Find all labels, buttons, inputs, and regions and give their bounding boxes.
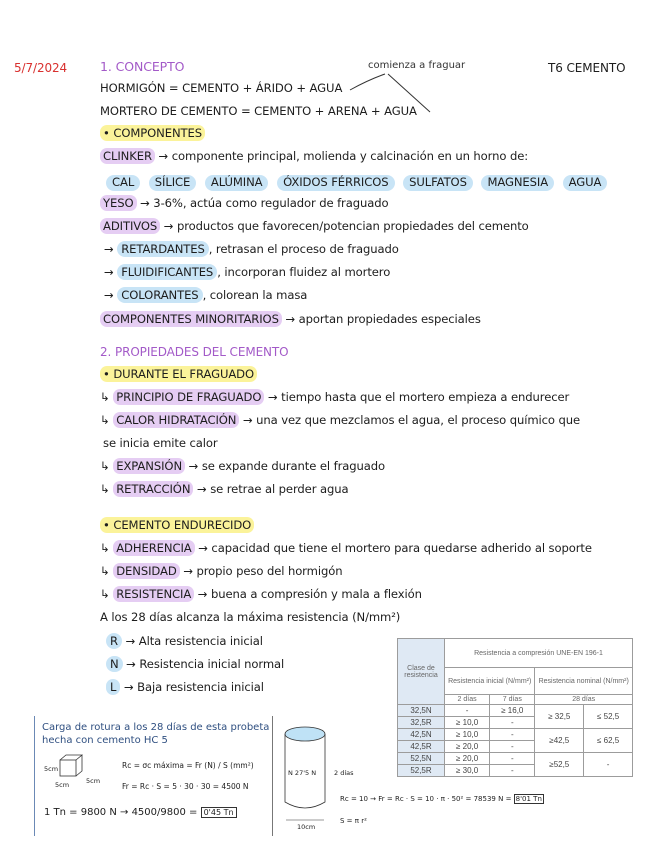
calor-line-2: se inicia emite calor <box>103 436 218 450</box>
colorantes-line: → COLORANTES , colorean la masa <box>104 288 308 302</box>
dim-a: 5cm <box>44 765 59 773</box>
arrow-icon: → <box>104 242 114 256</box>
return-arrow-icon: ↳ <box>100 587 110 601</box>
dim-c: 5cm <box>86 777 101 785</box>
fr-formula: Fr = Rc · S = 5 · 30 · 30 = 4500 N <box>122 782 249 791</box>
col-nominal: Resistencia nominal (N/mm²) <box>535 668 633 695</box>
durante-heading: • DURANTE EL FRAGUADO <box>100 369 257 381</box>
problem-text-1: Carga de rotura a los 28 días de esta probeta <box>42 722 270 733</box>
col-initial: Resistencia inicial (N/mm²) <box>445 668 535 695</box>
retraccion-line: ↳ RETRACCIÓN → se retrae al perder agua <box>100 482 349 496</box>
adherencia-line: ↳ ADHERENCIA → capacidad que tiene el mortero para quedarse adherido al soporte <box>100 541 592 555</box>
return-arrow-icon: ↳ <box>100 564 110 578</box>
return-arrow-icon: ↳ <box>100 459 110 473</box>
table-row: 42,5N ≥ 10,0 - ≥42,5 ≤ 62,5 <box>398 729 633 741</box>
table-row: 52,5N ≥ 20,0 - ≥52,5 - <box>398 753 633 765</box>
section-heading-concept: 1. CONCEPTO <box>100 59 185 74</box>
section-heading-properties: 2. PROPIEDADES DEL CEMENTO <box>100 345 289 359</box>
table-row: 42,5R ≥ 20,0 - <box>398 741 633 753</box>
dias28-line: A los 28 días alcanza la máxima resistencia (N/mm²) <box>100 610 401 624</box>
topic-title: T6 CEMENTO <box>548 61 626 75</box>
cylinder-days: 2 días <box>334 769 354 777</box>
return-arrow-icon: ↳ <box>100 482 110 496</box>
calor-line: ↳ CALOR HIDRATACIÓN → una vez que mezclamos el agua, el proceso químico que <box>100 413 581 427</box>
aditivos-line: ADITIVOS → productos que favorecen/potencian propiedades del cemento <box>100 221 529 233</box>
densidad-line: ↳ DENSIDAD → propio peso del hormigón <box>100 564 343 578</box>
dim-b: 5cm <box>55 781 70 789</box>
principio-line: ↳ PRINCIPIO DE FRAGUADO → tiempo hasta que el mortero empieza a endurecer <box>100 390 570 404</box>
arrow-icon: → <box>104 265 114 279</box>
retardantes-line: → RETARDANTES , retrasan el proceso de fraguado <box>104 242 399 256</box>
pill-silice: SÍLICE <box>149 175 196 191</box>
col-comp: Resistencia a compresión UNE-EN 196-1 <box>445 639 633 668</box>
col-2d: 2 días <box>445 695 490 705</box>
cylinder-label: N 27'5 N <box>288 769 317 777</box>
annotation-fraguar: comienza a fraguar <box>368 60 466 71</box>
cylinder-rc: Rc = 10 → Fr = Rc · S = 10 · π · 50² = 78539 N = 8'01 Tn <box>340 795 542 803</box>
pill-oxidos: ÓXIDOS FÉRRICOS <box>277 175 394 191</box>
concept-line-hormigon: HORMIGÓN = CEMENTO + ÁRIDO + AGUA <box>100 81 343 95</box>
pill-agua: AGUA <box>563 175 608 191</box>
col-7d: 7 días <box>490 695 535 705</box>
table-row: 32,5N - ≥ 16,0 ≥ 32,5 ≤ 52,5 <box>398 705 633 717</box>
l-line: L → Baja resistencia inicial <box>106 682 264 694</box>
fluidificantes-line: → FLUIDIFICANTES , incorporan fluidez al mortero <box>104 265 391 279</box>
date: 5/7/2024 <box>14 61 68 75</box>
return-arrow-icon: ↳ <box>100 541 110 555</box>
components-heading: • COMPONENTES <box>100 128 205 140</box>
tn-result: 0'45 Tn <box>201 807 237 818</box>
r-line: R → Alta resistencia inicial <box>106 636 263 648</box>
clinker-line <box>100 151 528 163</box>
expansion-line: ↳ EXPANSIÓN → se expande durante el fraguado <box>100 459 386 473</box>
problem-bracket <box>34 716 35 836</box>
col-class: Clase de resistencia <box>398 639 445 705</box>
cylinder-width: 10cm <box>297 823 316 831</box>
resistance-table <box>397 638 633 777</box>
endurecido-heading: • CEMENTO ENDURECIDO <box>100 520 254 532</box>
return-arrow-icon: ↳ <box>100 390 110 404</box>
minoritarios-line: COMPONENTES MINORITARIOS → aportan propiedades especiales <box>100 314 481 326</box>
table-row: 52,5R ≥ 30,0 - <box>398 765 633 777</box>
n-line: N → Resistencia inicial normal <box>106 659 284 671</box>
clinker-term: CLINKER <box>100 148 155 164</box>
yeso-line: YESO → 3-6%, actúa como regulador de fraguado <box>100 198 389 210</box>
resistencia-line: ↳ RESISTENCIA → buena a compresión y mala a flexión <box>100 587 422 601</box>
rc-formula: Rc = σc máxima = Fr (N) / S (mm²) <box>122 761 254 770</box>
col-28d: 28 días <box>535 695 633 705</box>
pill-sulfatos: SULFATOS <box>403 175 473 191</box>
cylinder-result: 8'01 Tn <box>515 795 542 803</box>
pill-cal: CAL <box>106 175 140 191</box>
vertical-divider <box>272 716 273 836</box>
table-row: 32,5R ≥ 10,0 - <box>398 717 633 729</box>
problem-text-2: hecha con cemento HC 5 <box>42 735 168 746</box>
return-arrow-icon: ↳ <box>100 413 110 427</box>
concept-line-mortero: MORTERO DE CEMENTO = CEMENTO + ARENA + AGUA <box>100 104 417 118</box>
pill-magnesia: MAGNESIA <box>481 175 554 191</box>
arrow-icon: → <box>104 288 114 302</box>
clinker-pills <box>106 175 612 191</box>
clinker-text: → componente principal, molienda y calcinación en un horno de: <box>158 149 529 163</box>
tn-formula: 1 Tn = 9800 N → 4500/9800 = 0'45 Tn <box>44 808 237 818</box>
cylinder-area: S = π r² <box>340 817 367 825</box>
pill-alumina: ALÚMINA <box>205 175 269 191</box>
